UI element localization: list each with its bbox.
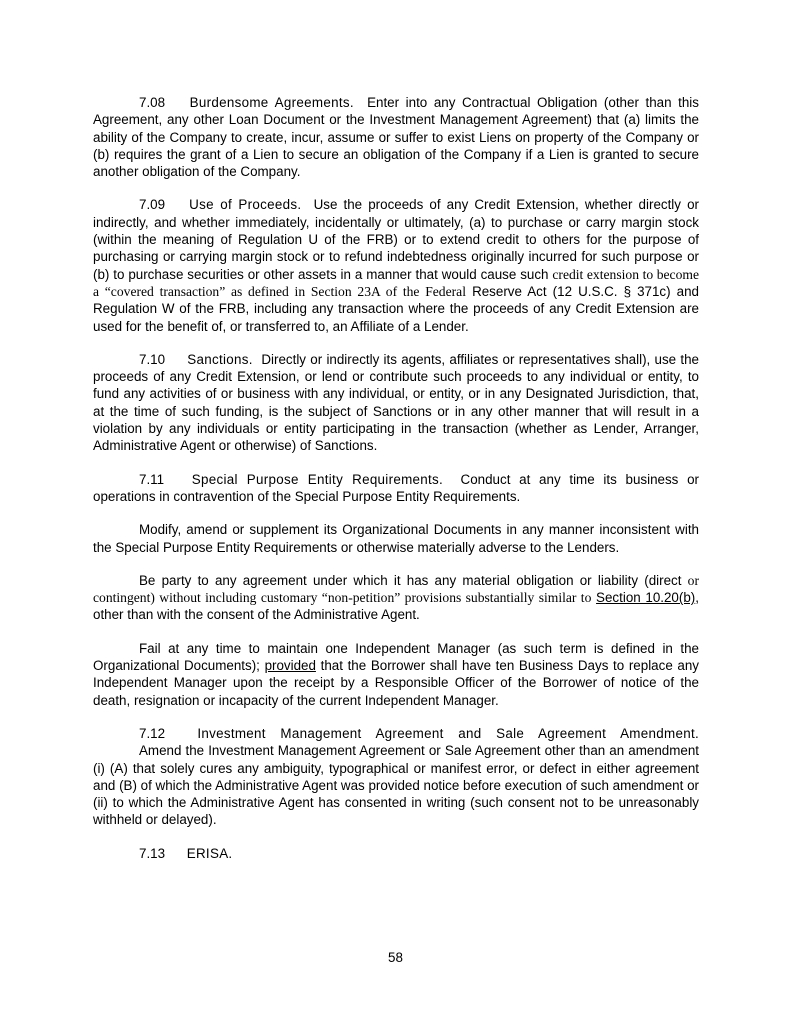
paragraph-text-serif: or contingent) without including customary “non-petition” provisions substantially similar to — [93, 572, 699, 606]
section-heading: Use of Proceeds. — [189, 197, 302, 213]
section-number: 7.11 — [139, 471, 165, 487]
paragraph-text: Fail at any time to maintain one Independent Manager (as such term is defined in the Organizational Documents); — [93, 640, 699, 674]
page-number: 58 — [388, 950, 403, 965]
provided-term: provided — [264, 658, 316, 674]
section-heading: Sanctions. — [187, 351, 253, 367]
paragraph-text-continued: that the Borrower shall have ten Business Days to replace any Independent Manager upon the receipt by a Responsible Officer of the Borrower of notice of the death, resignation or incapacity of the current Independent Manager. — [93, 658, 699, 708]
section-heading: Investment Management Agreement and Sale Agreement Amendment. — [197, 725, 699, 741]
section-7-09 — [93, 196, 699, 334]
section-number: 7.10 — [139, 351, 166, 367]
section-7-12 — [93, 725, 699, 829]
section-7-13 — [93, 845, 699, 862]
paragraph-text-continued: , other than with the consent of the Administrative Agent. — [93, 590, 699, 623]
paragraph-text: Be party to any agreement under which it has any material obligation or liability (direct — [139, 572, 682, 588]
section-text: Use the proceeds of any Credit Extension, whether directly or indirectly, and whether immediately, incidentally or ultimately, (a) to purchase or carry margin stock (within the meaning of Regulation U of the FRB) or to extend credit to others for the purpose of purchasing or carrying margin stock or to refund indebtedness originally incurred for such purpose or (b) to purchase securities or other assets in a manner that would cause such — [93, 197, 699, 282]
section-reference-link: Section 10.20(b) — [596, 590, 696, 606]
paragraph-text: Modify, amend or supplement its Organizational Documents in any manner inconsistent with the Special Purpose Entity Requirements or otherwise materially adverse to the Lenders. — [93, 522, 699, 555]
section-text: Conduct at any time its business or operations in contravention of the Special Purpose Entity Requirements. — [93, 471, 699, 504]
section-heading-line — [93, 725, 699, 742]
section-number: 7.13 — [139, 845, 166, 861]
section-heading: ERISA. — [186, 845, 233, 861]
section-heading: Burdensome Agreements. — [189, 95, 354, 110]
section-text-continued: Reserve Act (12 U.S.C. § 371c) and Regulation W of the FRB, including any transaction where the proceeds of any Credit Extension are used for the benefit of, or transferred to, an Affiliate of a Lender. — [93, 283, 699, 334]
section-text: Directly or indirectly its agents, affiliates or representatives shall), use the proceeds of any Credit Extension, or lend or contribute such proceeds to any individual or entity, to fund any activities of or business with any individual, or entity, or in any Designated Jurisdiction, that, at the time of such funding, is the subject of Sanctions or in any other manner that will result in a violation by any individuals or entity participating in the transaction (whether as Lender, Arranger, Administrative Agent or otherwise) of Sanctions. — [93, 351, 699, 454]
page-body — [93, 94, 699, 878]
section-heading: Special Purpose Entity Requirements. — [191, 471, 444, 487]
section-number: 7.08 — [139, 95, 166, 110]
section-number: 7.09 — [139, 197, 166, 213]
section-7-10 — [93, 351, 699, 455]
section-7-11 — [93, 471, 699, 506]
section-7-11-paragraph-2 — [93, 521, 699, 556]
section-text-block — [93, 742, 699, 828]
section-7-11-paragraph-4 — [93, 640, 699, 709]
section-text-serif: credit extension to become a “covered transaction” as defined in Section 23A of the Federal — [93, 266, 699, 299]
section-text: Enter into any Contractual Obligation (other than this Agreement, any other Loan Document or the Investment Management Agreement) that (a) limits the ability of the Company to create, incur, assume or suffer to exist Liens on property of the Company or (b) requires the grant of a Lien to secure an obligation of the Company if a Lien is granted to secure another obligation of the Company. — [93, 95, 699, 180]
section-text: Amend the Investment Management Agreement or Sale Agreement other than an amendment (i) (A) that solely cures any ambiguity, typographical or manifest error, or defect in either agreement and (B) of which the Administrative Agent was provided notice before execution of such amendment or (ii) to which the Administrative Agent has consented in writing (such consent not to be unreasonably withheld or delayed). — [93, 743, 699, 828]
section-7-08 — [93, 94, 699, 180]
section-number: 7.12 — [139, 725, 166, 741]
section-7-11-paragraph-3 — [93, 572, 699, 624]
